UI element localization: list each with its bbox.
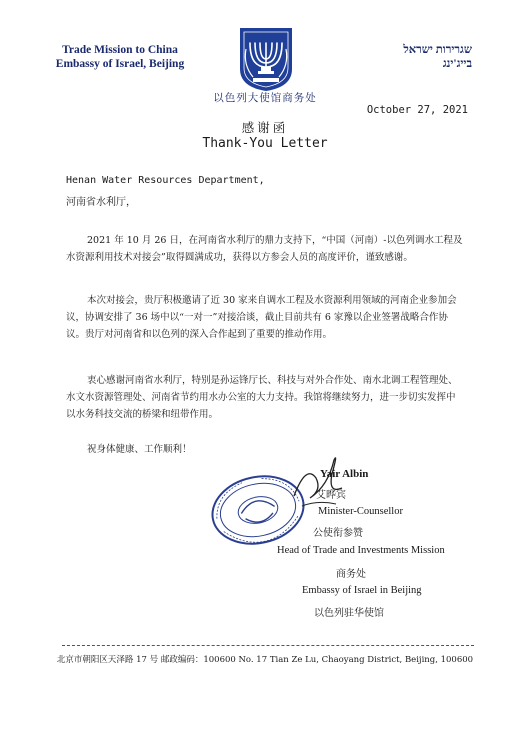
signer-org-en: Embassy of Israel in Beijing [302,585,422,596]
israel-emblem-icon [237,25,295,93]
signer-org-cn: 以色列驻华使馆 [314,608,384,619]
recipient-cn: 河南省水利厅， [66,197,136,208]
header-right-hebrew [352,43,472,71]
signer-role-cn: 商务处 [336,569,366,580]
footer-divider [62,645,474,646]
header-left [40,43,200,71]
header-hebrew-embassy: שגרירות ישראל [403,44,472,56]
header-mission: Trade Mission to China [62,44,178,56]
letter-date: October 27, 2021 [366,104,468,116]
signer-role-en: Head of Trade and Investments Mission [277,545,445,556]
paragraph-3: 衷心感谢河南省水利厅，特别是孙运锋厅长、科技与对外合作处、南水北调工程管理处、水文水资源管理处、河南省节约用水办公室的大力支持。我馆将继续努力，进一步切实发挥中以水务科技交流的桥梁和纽带作用。 [66,375,458,420]
header-embassy: Embassy of Israel, Beijing [55,58,185,70]
recipient-en: Henan Water Resources Department, [66,175,265,186]
signer-name-cn: 艾晔宾 [316,490,346,501]
header-subtitle: 以色列大使馆商务处 [213,92,317,104]
paragraph-1: 2021 年 10 月 26 日，在河南省水利厅的鼎力支持下，“中国（河南）-以色列调水工程及水资源利用技术对接会”取得圆满成功，获得以方参会人员的高度评价，谨致感谢。 [66,235,463,263]
closing-line: 祝身体健康、工作顺利！ [87,444,192,455]
header-hebrew-city: בייג'ינג [442,58,472,70]
letter-title-cn: 感谢函 [241,120,289,135]
signer-title-cn: 公使衔参赞 [313,528,363,539]
letter-title-en: Thank-You Letter [202,136,328,151]
signer-name-en: Yair Albin [320,468,369,480]
footer-address: 北京市朝阳区天泽路 17 号 邮政编码：100600 No. 17 Tian Ze Lu, Chaoyang District, Beijing, 100600 [56,655,474,665]
signer-title-en: Minister-Counsellor [318,506,403,517]
paragraph-2: 本次对接会，贵厅积极邀请了近 30 家来自调水工程及水资源利用领域的河南企业参加会议，协调安排了 36 场中以“一对一”对接洽谈，截止目前共有 6 家豫以企业签署战略合作协议。贵厅对河南省和以色列的深入合作起到了重要的推动作用。 [66,295,457,340]
